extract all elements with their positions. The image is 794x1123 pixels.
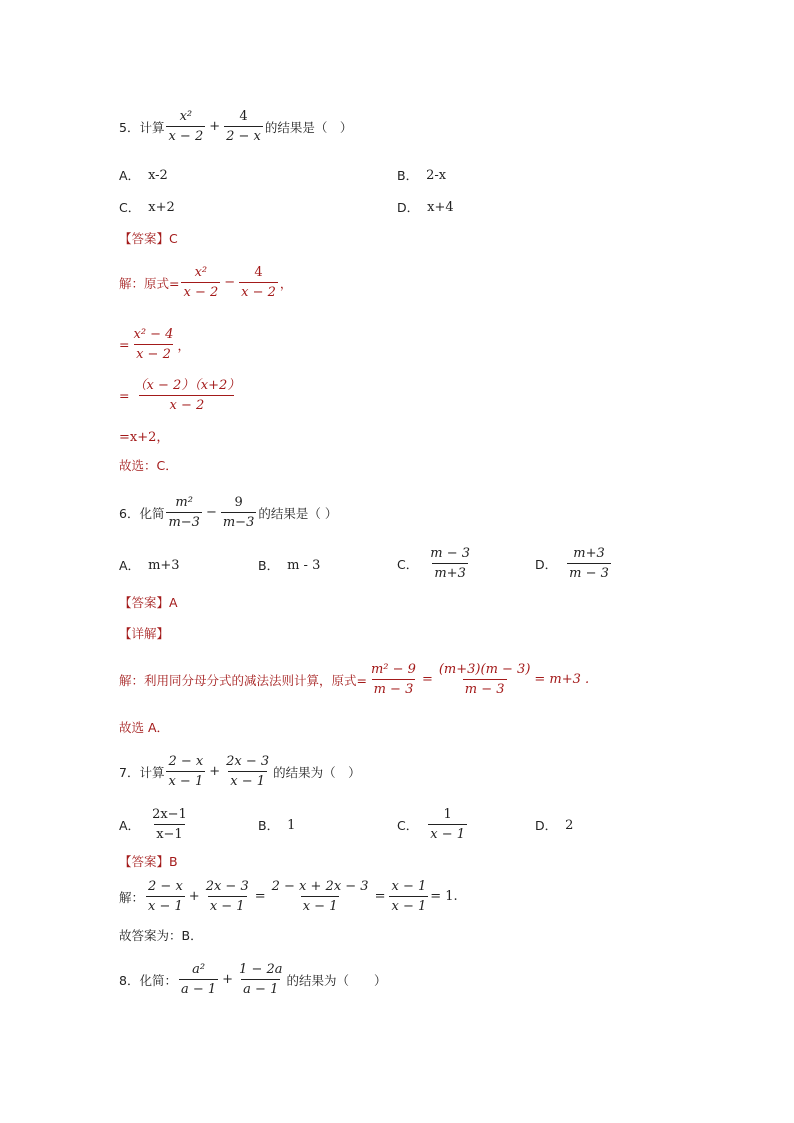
q5-option-a: A． x-2 xyxy=(119,167,168,183)
q7-option-c: C． $\frac{1}{x - 1}$ xyxy=(397,807,465,842)
q5-solution-line3: = $\frac{(x - 2)(x+2)}{x - 2}$ xyxy=(119,378,241,413)
q6-option-a: A． m+3 xyxy=(119,557,180,573)
q5-solution-line1: 解：原式= $\frac{\text{x²}}{x - 2}$ − $\frac{4}{x - 2}$ ， xyxy=(119,265,293,300)
q5-solution-line2: = $\frac{\text{x² − 4}}{x - 2}$ ， xyxy=(119,327,190,362)
q5-fraction-1: $\frac{\text{x²}}{x - 2}$ xyxy=(168,109,204,144)
q5-conclusion: 故选：C． xyxy=(119,458,178,473)
q5-suffix: 的结果是（ ） xyxy=(264,119,353,135)
q5-solution-line4: =x+2， xyxy=(119,430,170,445)
q5-stem: 5．计算 $\frac{\text{x²}}{x - 2}$ + $\frac{4}{2 - x}$ 的结果是（ ） xyxy=(119,109,353,144)
q7-answer: 【答案】B xyxy=(119,854,178,869)
q7-option-b: B． 1 xyxy=(258,817,296,833)
q5-option-c: C． x+2 xyxy=(119,199,175,215)
q6-option-c: C． $\frac{m - 3}{m+3}$ xyxy=(397,546,470,581)
q7-stem: 7．计算 $\frac{2 - x}{x - 1}$ + $\frac{2x - 3}{x - 1}$ 的结果为（ ） xyxy=(119,754,361,789)
q5-option-d: D． x+4 xyxy=(397,199,454,215)
q6-option-d: D． $\frac{m+3}{m - 3}$ xyxy=(535,546,609,581)
q5-answer: 【答案】C xyxy=(119,231,178,246)
q6-option-b: B． m - 3 xyxy=(258,557,321,573)
q8-stem: 8．化简： $\frac{\text{a²}}{a - 1}$ + $\frac{1 - 2a}{a - 1}$ 的结果为（ ） xyxy=(119,962,387,997)
q7-option-a: A． $\frac{2x-1}{x-1}$ xyxy=(119,807,187,842)
q6-stem: 6．化简 $\frac{\text{m²}}{m-3}$ − $\frac{9}{m-3}$ 的结果是（ ） xyxy=(119,495,338,530)
q5-fraction-2: $\frac{4}{2 - x}$ xyxy=(226,109,261,144)
q6-solution: 解：利用同分母分式的减法法则计算，原式= $\frac{\text{m² − 9}}{m - 3}$ = $\frac{(m+3)(m - 3)}{m - 3}$ = m+3 . xyxy=(119,662,590,697)
q7-conclusion: 故答案为：B． xyxy=(119,928,203,943)
q6-answer: 【答案】A xyxy=(119,595,178,610)
q5-option-b: B． 2-x xyxy=(397,167,447,183)
q7-solution: 解： $\frac{2 - x}{x - 1}$ + $\frac{2x - 3}{x - 1}$ = $\frac{2 - x + 2x - 3}{x - 1}$ = $\frac{x - 1}{x - 1}$ = 1. xyxy=(119,879,458,914)
q6-conclusion: 故选 A． xyxy=(119,720,170,735)
q6-detail-heading: 【详解】 xyxy=(119,626,170,641)
q7-option-d: D． 2 xyxy=(535,817,574,833)
q5-prefix: 5．计算 xyxy=(119,119,165,135)
